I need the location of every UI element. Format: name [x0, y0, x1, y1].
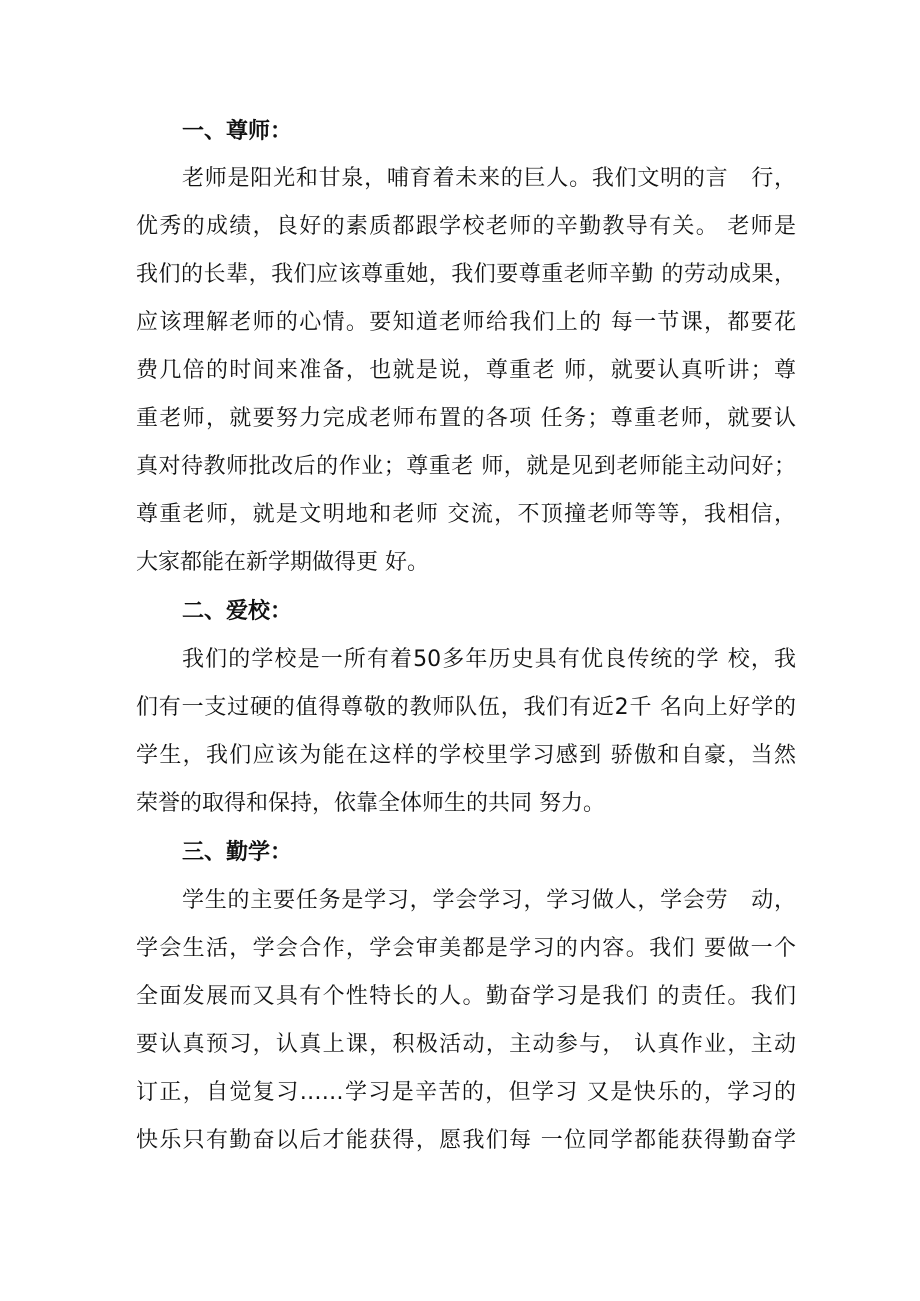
- section-heading-love-school: 二、爱校：: [182, 599, 293, 624]
- paragraph-line: 我们的学校是一所有着50多年历史具有优良传统的学 校，我: [182, 647, 796, 672]
- paragraph-line: 订正，自觉复习……学习是辛苦的，但学习 又是快乐的，学习的: [136, 1080, 796, 1105]
- paragraph-line: 快乐只有勤奋以后才能获得，愿我们每 一位同学都能获得勤奋学: [136, 1128, 796, 1153]
- paragraph-line: 全面发展而又具有个性特长的人。勤奋学习是我们 的责任。我们: [136, 984, 796, 1009]
- paragraph-line: 们有一支过硬的值得尊敬的教师队伍，我们有近2千 名向上好学的: [136, 695, 796, 720]
- paragraph-line: 荣誉的取得和保持，依靠全体师生的共同 努力。: [136, 791, 605, 816]
- paragraph-line: 尊重老师，就是文明地和老师 交流，不顶撞老师等等，我相信，: [136, 502, 796, 527]
- paragraph-line: 大家都能在新学期做得更 好。: [136, 550, 429, 575]
- paragraph-line: 应该理解老师的心情。要知道老师给我们上的 每一节课，都要花: [136, 310, 796, 335]
- paragraph-line: 我们的长辈，我们应该尊重她，我们要尊重老师辛勤 的劳动成果，: [136, 262, 796, 287]
- paragraph-line: 费几倍的时间来准备，也就是说，尊重老 师，就要认真听讲；尊: [136, 358, 796, 383]
- section-heading-diligent-study: 三、勤学：: [182, 840, 293, 865]
- paragraph-line: 学会生活，学会合作，学会审美都是学习的内容。我们 要做一个: [136, 936, 796, 961]
- paragraph-line: 学生，我们应该为能在这样的学校里学习感到 骄傲和自豪，当然: [136, 743, 796, 768]
- paragraph-line: 真对待教师批改后的作业；尊重老 师，就是见到老师能主动问好；: [136, 454, 796, 479]
- paragraph-line: 优秀的成绩，良好的素质都跟学校老师的辛勤教导有关。 老师是: [136, 214, 796, 239]
- paragraph-line: 重老师，就要努力完成老师布置的各项 任务；尊重老师，就要认: [136, 406, 796, 431]
- paragraph-line: 老师是阳光和甘泉，哺育着未来的巨人。我们文明的言 行，: [182, 166, 796, 191]
- paragraph-line: 要认真预习，认真上课，积极活动，主动参与， 认真作业，主动: [136, 1032, 796, 1057]
- paragraph-line: 学生的主要任务是学习，学会学习，学习做人，学会劳 动，: [182, 888, 796, 913]
- section-heading-respect-teachers: 一、尊师：: [182, 119, 293, 144]
